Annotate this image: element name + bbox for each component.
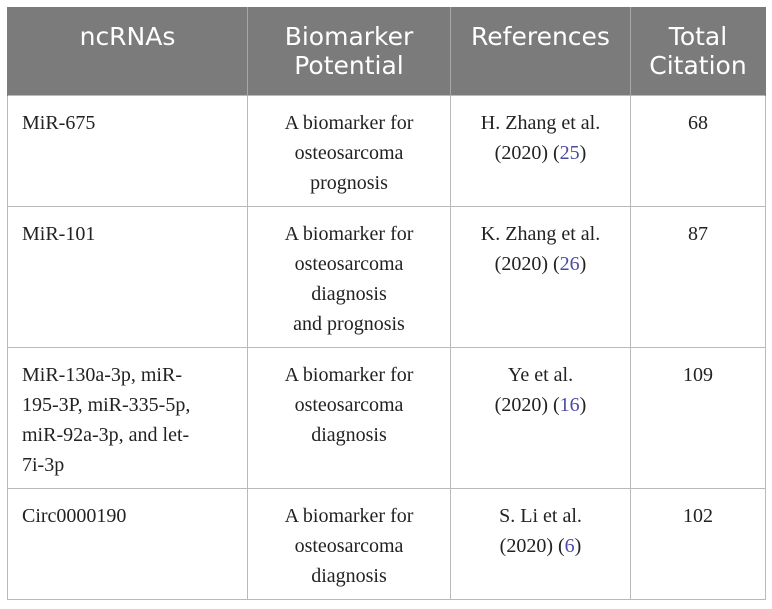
- reference-link[interactable]: 6: [564, 535, 575, 557]
- table-row: [8, 207, 766, 348]
- reference-cell: Ye et al. (2020) (16): [451, 348, 631, 489]
- reference-cell: H. Zhang et al. (2020) (25): [451, 96, 631, 207]
- total-citation-cell: 102: [631, 489, 766, 600]
- ncrna-cell: Circ0000190: [8, 489, 248, 600]
- total-citation-cell: 68: [631, 96, 766, 207]
- ncrna-cell: MiR-130a-3p, miR- 195-3P, miR-335-5p, miR-92a-3p, and let- 7i-3p: [8, 348, 248, 489]
- table-row: [8, 96, 766, 207]
- biomarker-potential-cell: A biomarker for osteosarcoma diagnosis and prognosis: [248, 207, 451, 348]
- header-ncrnas: ncRNAs: [8, 8, 248, 96]
- total-citation-cell: 109: [631, 348, 766, 489]
- ncrna-cell: MiR-675: [8, 96, 248, 207]
- reference-cell: K. Zhang et al. (2020) (26): [451, 207, 631, 348]
- table-row: [8, 348, 766, 489]
- reference-link[interactable]: 16: [559, 394, 580, 416]
- reference-link[interactable]: 25: [559, 142, 580, 164]
- reference-cell: S. Li et al. (2020) (6): [451, 489, 631, 600]
- header-biomarker-potential: Biomarker Potential: [248, 8, 451, 96]
- biomarker-potential-cell: A biomarker for osteosarcoma diagnosis: [248, 489, 451, 600]
- reference-link[interactable]: 26: [559, 253, 580, 275]
- header-total-citation: Total Citation: [631, 8, 766, 96]
- ncrna-cell: MiR-101: [8, 207, 248, 348]
- biomarker-potential-cell: A biomarker for osteosarcoma diagnosis: [248, 348, 451, 489]
- total-citation-cell: 87: [631, 207, 766, 348]
- ncrna-biomarker-table: [7, 7, 766, 600]
- table-row: [8, 489, 766, 600]
- table-header-row: [8, 8, 766, 96]
- biomarker-potential-cell: A biomarker for osteosarcoma prognosis: [248, 96, 451, 207]
- header-references: References: [451, 8, 631, 96]
- ncrna-biomarker-table-container: [7, 7, 765, 600]
